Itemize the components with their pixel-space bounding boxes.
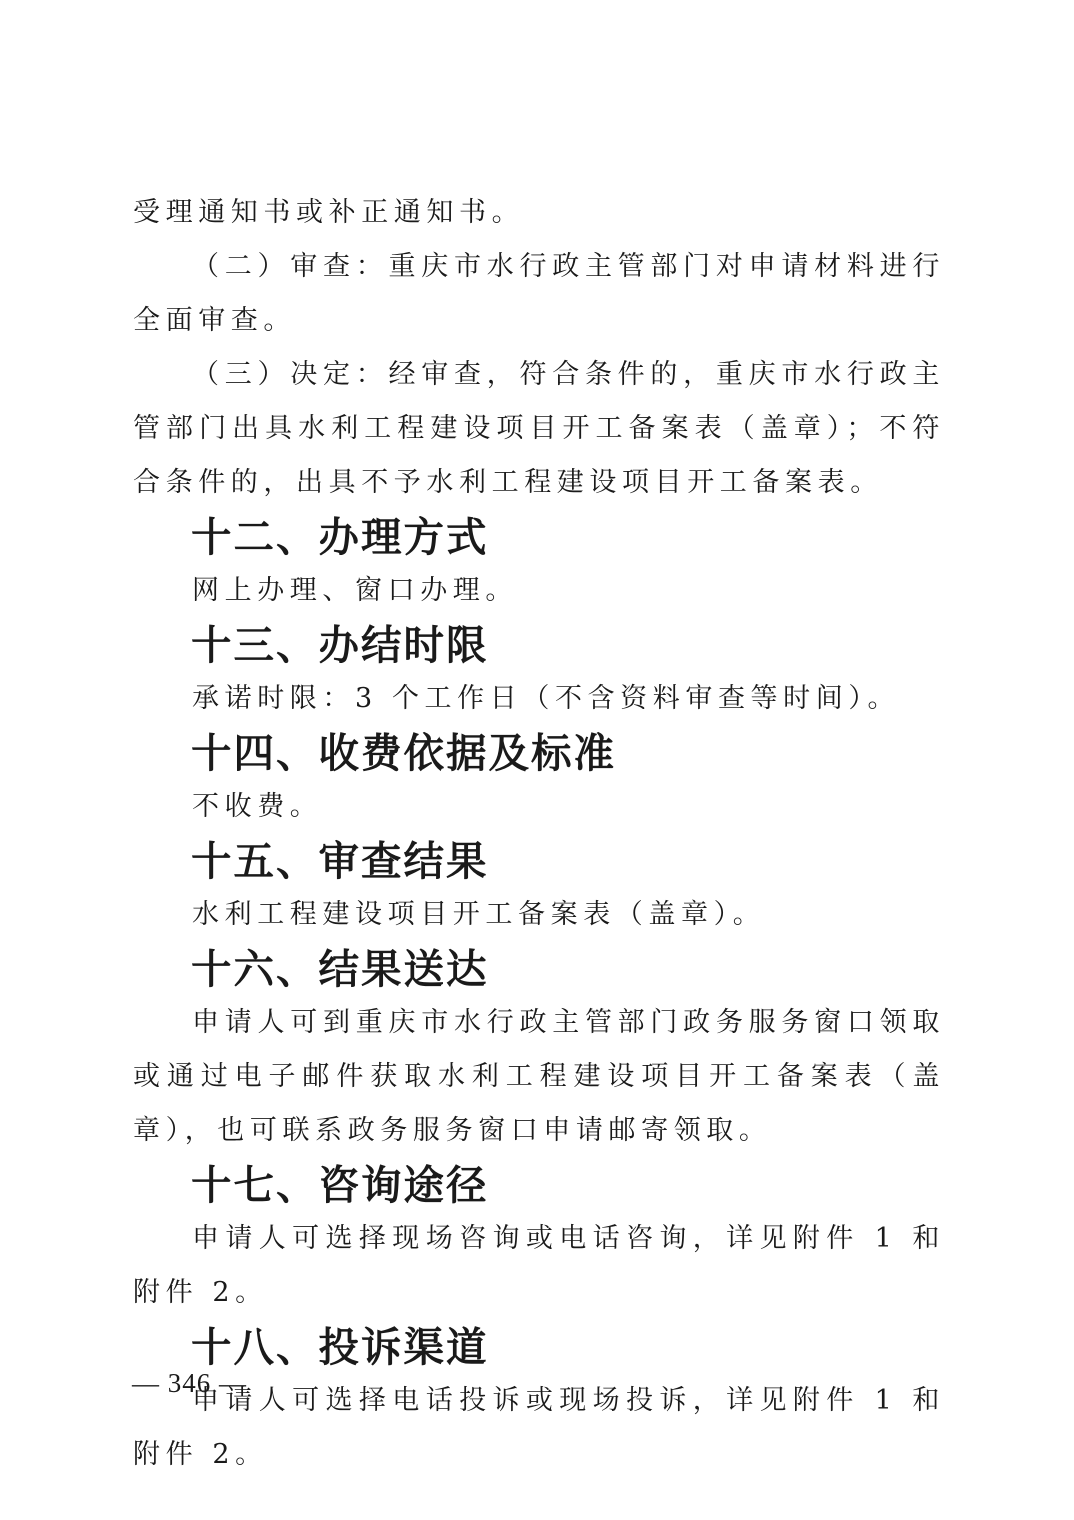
section-heading-handling-method: 十二、办理方式 [191,513,489,561]
section-body-fees: 不收费。 [192,791,323,822]
section-heading-time-limit: 十三、办结时限 [191,621,489,669]
section-body-time-limit: 承诺时限：3 个工作日（不含资料审查等时间）。 [192,683,901,714]
section-heading-review-result: 十五、审查结果 [191,837,489,885]
section-heading-complaints: 十八、投诉渠道 [191,1323,489,1371]
section-body-handling-method: 网上办理、窗口办理。 [192,575,518,606]
section-heading-consultation: 十七、咨询途径 [191,1161,489,1209]
paragraph-decision-step: （三）决定：经审查，符合条件的，重庆市水行政主管部门出具水利工程建设项目开工备案表（盖章）；不符合条件的，出具不予水利工程建设项目开工备案表。 [133,359,945,498]
section-heading-result-delivery: 十六、结果送达 [191,945,489,993]
section-heading-fees: 十四、收费依据及标准 [191,729,616,777]
page-number: — 346 — [132,1368,247,1398]
section-body-result-delivery: 申请人可到重庆市水行政主管部门政务服务窗口领取或通过电子邮件获取水利工程建设项目开工备案表（盖章），也可联系政务服务窗口申请邮寄领取。 [133,1007,945,1146]
section-body-consultation: 申请人可选择现场咨询或电话咨询，详见附件 1 和附件 2。 [133,1223,945,1308]
document-body [133,186,945,1482]
paragraph-continuation: 受理通知书或补正通知书。 [133,197,525,228]
section-body-review-result: 水利工程建设项目开工备案表（盖章）。 [192,899,766,930]
section-body-complaints: 申请人可选择电话投诉或现场投诉，详见附件 1 和附件 2。 [133,1385,945,1470]
paragraph-review-step: （二）审查：重庆市水行政主管部门对申请材料进行全面审查。 [133,251,945,336]
